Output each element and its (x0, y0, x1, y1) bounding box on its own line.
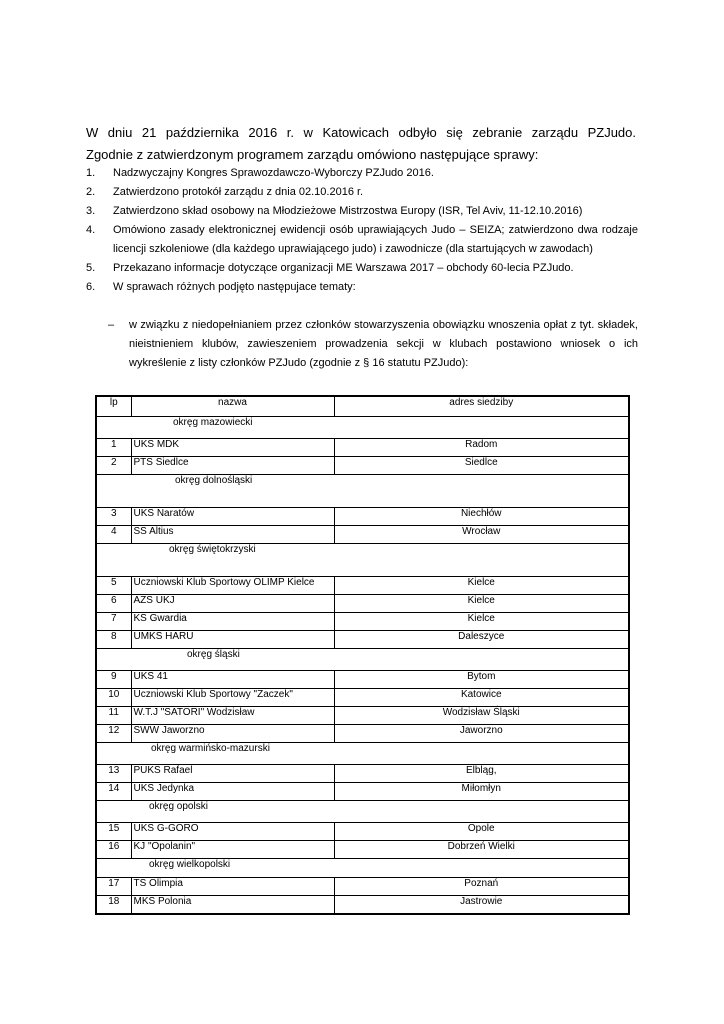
table-row (96, 526, 629, 544)
region-row (96, 417, 629, 439)
cell-lp: 1 (96, 439, 131, 457)
cell-city: Radom (334, 439, 629, 457)
cell-lp: 15 (96, 823, 131, 841)
region-name: okręg mazowiecki (173, 417, 253, 428)
table-row (96, 631, 629, 649)
table-row (96, 595, 629, 613)
cell-lp: 13 (96, 765, 131, 783)
cell-city: Poznań (334, 878, 629, 896)
cell-lp: 14 (96, 783, 131, 801)
region-name: okręg śląski (187, 649, 240, 660)
cell-city: Katowice (334, 689, 629, 707)
item-number: 4. (86, 224, 96, 236)
cell-name: UKS G-GORO (131, 823, 334, 841)
cell-name: Uczniowski Klub Sportowy OLIMP Kielce (131, 577, 334, 595)
cell-city: Daleszyce (334, 631, 629, 649)
cell-name: W.T.J "SATORI" Wodzisław (131, 707, 334, 725)
list-item (86, 183, 638, 202)
list-item (86, 202, 638, 221)
dash-item-text: w związku z niedopełnianiem przez członków stowarzyszenia obowiązku wnoszenia opłat z tyt. składek, nieistnieniem klubów, zawieszeniem prowadzenia sekcji w klubach postawiono wniosek o ich wykreślenie z listy członków PZJudo (zgodnie z § 16 statutu PZJudo): (129, 319, 638, 369)
dash-mark: – (108, 319, 115, 331)
cell-lp: 8 (96, 631, 131, 649)
cell-lp: 2 (96, 457, 131, 475)
item-text: Przekazano informacje dotyczące organizacji ME Warszawa 2017 – obchody 60-lecia PZJudo. (113, 262, 574, 274)
cell-name: SS Altius (131, 526, 334, 544)
list-item (86, 164, 638, 183)
list-item (86, 221, 638, 259)
item-text: Nadzwyczajny Kongres Sprawozdawczo-Wyborczy PZJudo 2016. (113, 167, 434, 179)
cell-lp: 11 (96, 707, 131, 725)
table-row (96, 671, 629, 689)
cell-name: SWW Jaworzno (131, 725, 334, 743)
item-number: 1. (86, 167, 96, 179)
intro-paragraph (86, 122, 636, 166)
cell-city: Dobrzeń Wielki (334, 841, 629, 859)
header-name: nazwa (131, 396, 334, 417)
list-item (86, 278, 638, 297)
region-row (96, 801, 629, 823)
intro-line-2: Zgodnie z zatwierdzonym programem zarządu omówiono następujące sprawy: (86, 147, 539, 162)
region-row (96, 649, 629, 671)
table-row (96, 689, 629, 707)
cell-city: Elbląg, (334, 765, 629, 783)
cell-city: Siedlce (334, 457, 629, 475)
item-number: 2. (86, 186, 96, 198)
list-item (86, 259, 638, 278)
cell-city: Miłomłyn (334, 783, 629, 801)
cell-lp: 5 (96, 577, 131, 595)
cell-name: MKS Polonia (131, 896, 334, 915)
cell-city: Kielce (334, 577, 629, 595)
table-row (96, 896, 629, 915)
region-name: okręg wielkopolski (149, 859, 231, 870)
table-row (96, 577, 629, 595)
cell-lp: 10 (96, 689, 131, 707)
cell-name: UKS Jedynka (131, 783, 334, 801)
cell-name: UMKS HARU (131, 631, 334, 649)
cell-name: KS Gwardia (131, 613, 334, 631)
cell-lp: 3 (96, 508, 131, 526)
item-number: 6. (86, 281, 96, 293)
region-row (96, 743, 629, 765)
header-address: adres siedziby (334, 396, 629, 417)
dash-item (108, 316, 638, 373)
cell-lp: 7 (96, 613, 131, 631)
cell-lp: 17 (96, 878, 131, 896)
cell-name: PUKS Rafael (131, 765, 334, 783)
cell-city: Wodzisław Śląski (334, 707, 629, 725)
table-row (96, 613, 629, 631)
item-text: Zatwierdzono protokół zarządu z dnia 02.10.2016 r. (113, 186, 364, 198)
cell-name: UKS Naratów (131, 508, 334, 526)
item-number: 3. (86, 205, 96, 217)
cell-lp: 12 (96, 725, 131, 743)
region-name: okręg opolski (149, 801, 208, 812)
table-header-row (96, 396, 629, 417)
cell-lp: 6 (96, 595, 131, 613)
region-name: okręg warmińsko-mazurski (151, 743, 270, 754)
header-lp: lp (96, 396, 131, 417)
cell-lp: 18 (96, 896, 131, 915)
intro-line-1: W dniu 21 października 2016 r. w Katowicach odbyło się zebranie zarządu PZJudo. (86, 125, 636, 140)
table-row (96, 725, 629, 743)
region-row (96, 475, 629, 508)
table-row (96, 508, 629, 526)
agenda-list (86, 164, 638, 297)
cell-name: UKS 41 (131, 671, 334, 689)
clubs-table (95, 395, 630, 915)
cell-name: AZS UKJ (131, 595, 334, 613)
cell-city: Bytom (334, 671, 629, 689)
cell-lp: 16 (96, 841, 131, 859)
table-row (96, 823, 629, 841)
region-row (96, 859, 629, 878)
table-row (96, 878, 629, 896)
cell-city: Niechłów (334, 508, 629, 526)
cell-name: Uczniowski Klub Sportowy "Żaczek" (131, 689, 334, 707)
cell-city: Wrocław (334, 526, 629, 544)
table-row (96, 457, 629, 475)
region-name: okręg dolnośląski (175, 475, 253, 486)
cell-name: KJ "Opolanin" (131, 841, 334, 859)
cell-city: Jaworzno (334, 725, 629, 743)
item-text: Omówiono zasady elektronicznej ewidencji osób uprawiających Judo – SEIZA; zatwierdzono dwa rodzaje licencji szkoleniowe (dla każdego uprawiającego judo) i zawodnicze (dla startujących w zawodach) (113, 224, 638, 255)
cell-name: TS Olimpia (131, 878, 334, 896)
cell-name: UKS MDK (131, 439, 334, 457)
table-row (96, 841, 629, 859)
cell-city: Kielce (334, 595, 629, 613)
item-text: Zatwierdzono skład osobowy na Młodzieżowe Mistrzostwa Europy (ISR, Tel Aviv, 11-12.10.2016) (113, 205, 583, 217)
table-row (96, 765, 629, 783)
cell-lp: 9 (96, 671, 131, 689)
cell-city: Jastrowie (334, 896, 629, 915)
region-row (96, 544, 629, 577)
region-name: okręg świętokrzyski (169, 544, 256, 555)
item-number: 5. (86, 262, 96, 274)
cell-city: Opole (334, 823, 629, 841)
table-row (96, 707, 629, 725)
item-text: W sprawach różnych podjęto następujace tematy: (113, 281, 356, 293)
cell-lp: 4 (96, 526, 131, 544)
table-row (96, 439, 629, 457)
cell-city: Kielce (334, 613, 629, 631)
table-row (96, 783, 629, 801)
cell-name: PTS Siedlce (131, 457, 334, 475)
